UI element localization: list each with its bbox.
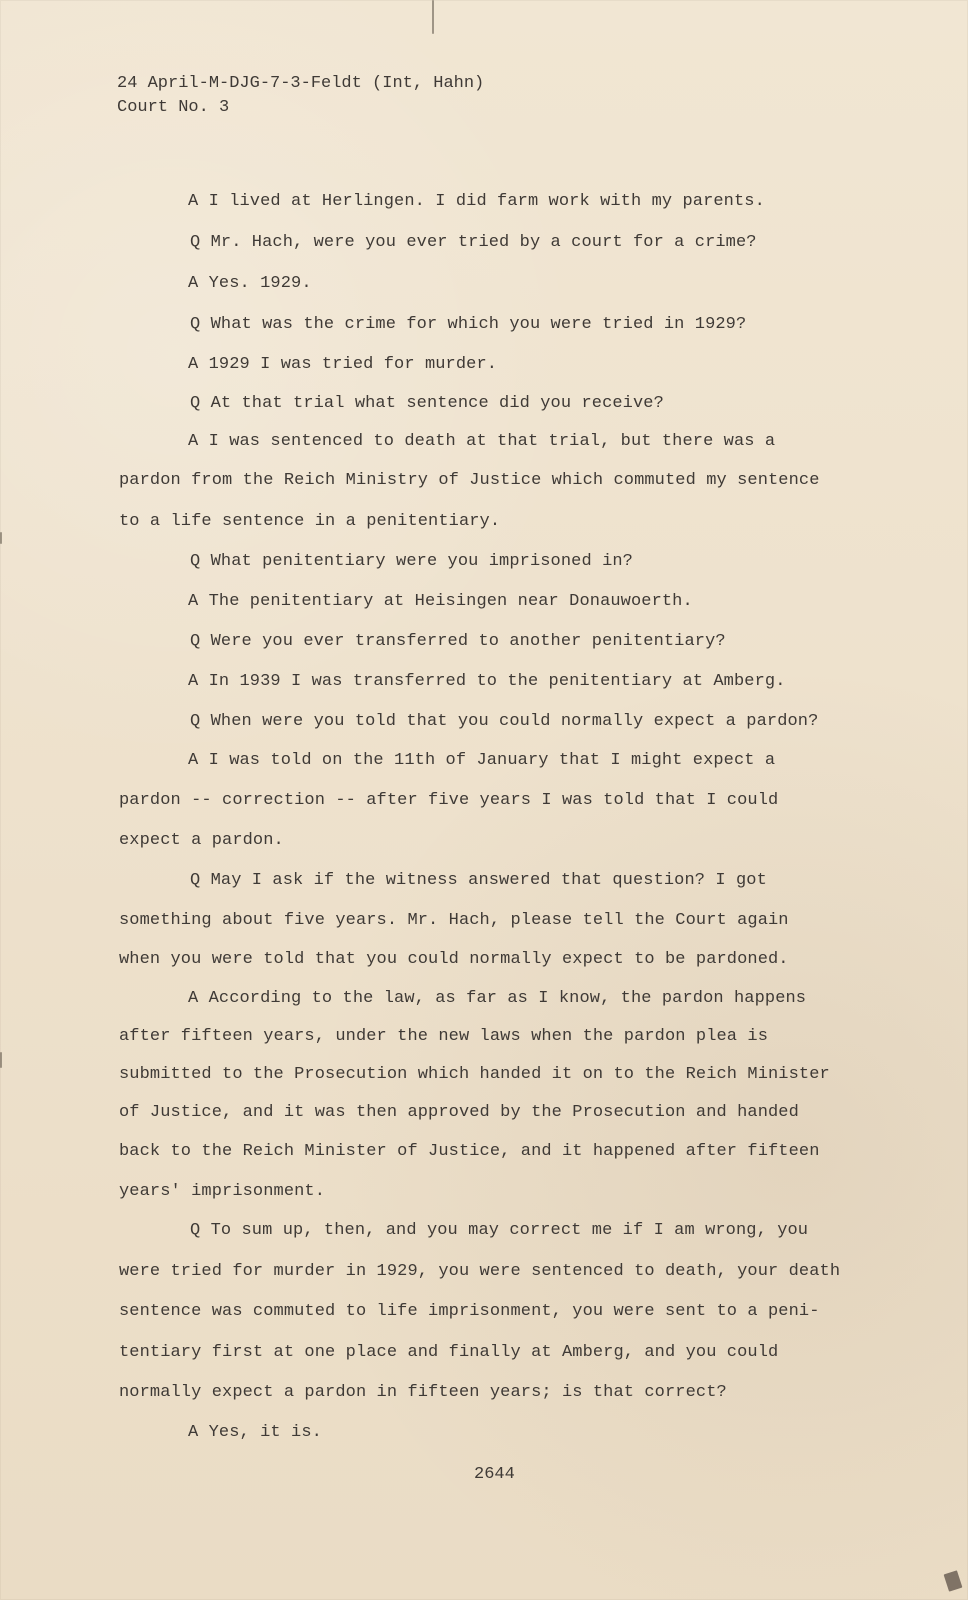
page-number: 2644 — [474, 1465, 515, 1484]
top-crease-mark — [432, 0, 434, 34]
transcript-line: Q May I ask if the witness answered that question? I got — [190, 871, 767, 890]
document-header — [117, 72, 484, 120]
transcript-line: Q What penitentiary were you imprisoned in? — [190, 552, 633, 571]
transcript-line: something about five years. Mr. Hach, please tell the Court again — [119, 911, 789, 930]
header-line-1: 24 April-M-DJG-7-3-Feldt (Int, Hahn) — [117, 74, 485, 93]
transcript-line: normally expect a pardon in fifteen years; is that correct? — [119, 1383, 727, 1402]
transcript-line: Q Were you ever transferred to another penitentiary? — [190, 632, 726, 651]
transcript-line: A I was told on the 11th of January that I might expect a — [188, 751, 776, 770]
transcript-line: pardon -- correction -- after five years I was told that I could — [119, 791, 779, 810]
transcript-line: were tried for murder in 1929, you were sentenced to death, your death — [119, 1262, 841, 1281]
transcript-line: A 1929 I was tried for murder. — [188, 355, 498, 374]
transcript-line: pardon from the Reich Ministry of Justice which commuted my sentence — [119, 471, 820, 490]
transcript-line: expect a pardon. — [119, 831, 284, 850]
left-edge-mark-2 — [0, 1052, 2, 1068]
transcript-line: Q When were you told that you could normally expect a pardon? — [190, 712, 819, 731]
transcript-line: Q Mr. Hach, were you ever tried by a court for a crime? — [190, 233, 757, 252]
transcript-line: A I lived at Herlingen. I did farm work with my parents. — [188, 192, 765, 211]
transcript-line: when you were told that you could normally expect to be pardoned. — [119, 950, 789, 969]
transcript-line: of Justice, and it was then approved by the Prosecution and handed — [119, 1103, 799, 1122]
transcript-line: years' imprisonment. — [119, 1182, 326, 1201]
bottom-right-corner-mark — [944, 1570, 963, 1591]
transcript-line: back to the Reich Minister of Justice, and it happened after fifteen — [119, 1142, 820, 1161]
transcript-line: A The penitentiary at Heisingen near Donauwoerth. — [188, 592, 693, 611]
transcript-line: Q What was the crime for which you were tried in 1929? — [190, 315, 747, 334]
transcript-line: Q To sum up, then, and you may correct me if I am wrong, you — [190, 1221, 809, 1240]
left-edge-mark — [0, 532, 2, 544]
transcript-line: A I was sentenced to death at that trial, but there was a — [188, 432, 776, 451]
transcript-line: A Yes. 1929. — [188, 274, 312, 293]
transcript-line: Q At that trial what sentence did you receive? — [190, 394, 664, 413]
transcript-line: A In 1939 I was transferred to the penitentiary at Amberg. — [188, 672, 786, 691]
transcript-line: sentence was commuted to life imprisonment, you were sent to a peni- — [119, 1302, 820, 1321]
header-line-2: Court No. 3 — [117, 98, 230, 117]
transcript-line: after fifteen years, under the new laws when the pardon plea is — [119, 1027, 769, 1046]
transcript-line: A Yes, it is. — [188, 1423, 322, 1442]
transcript-line: submitted to the Prosecution which handed it on to the Reich Minister — [119, 1065, 830, 1084]
transcript-line: to a life sentence in a penitentiary. — [119, 512, 501, 531]
transcript-line: tentiary first at one place and finally at Amberg, and you could — [119, 1343, 779, 1362]
transcript-line: A According to the law, as far as I know, the pardon happens — [188, 989, 807, 1008]
